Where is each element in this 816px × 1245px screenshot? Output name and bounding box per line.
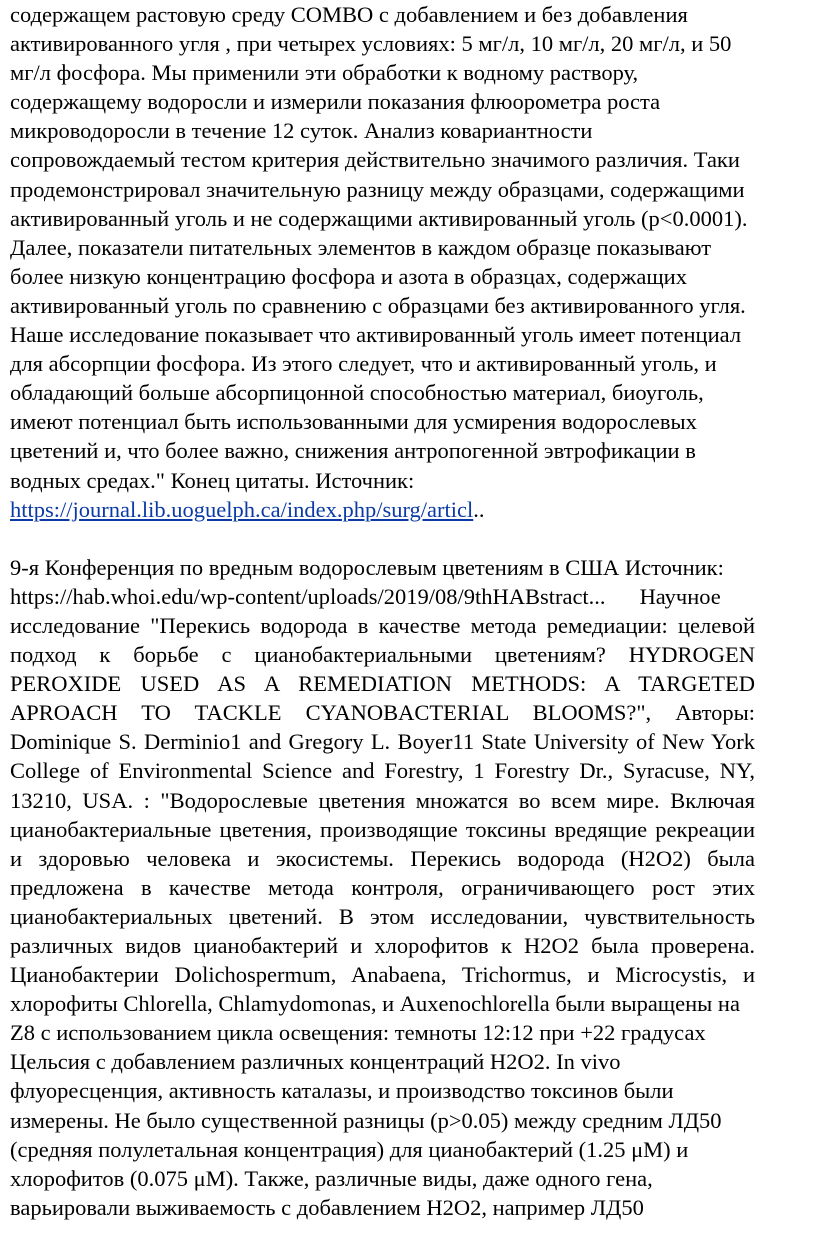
text-line: исследование "Перекись водорода в качестве метода ремедиации: целевой <box>10 612 755 638</box>
text-line: микроводоросли в течение 12 суток. Анализ ковариантности <box>10 118 593 144</box>
text-line: содержащему водоросли и измерили показания флюорометра роста <box>10 89 661 115</box>
text-line: для абсорпции фосфора. Из этого следует, что и активированный уголь, и <box>10 351 717 377</box>
text-line: Цианобактерии Dolichospermum, Anabaena, Trichormus, и Microcystis, и <box>10 962 755 988</box>
text-line: цианобактериальных цветений. В этом исследовании, чувствительность <box>10 903 755 929</box>
paragraph-hydrogen-peroxide <box>10 553 810 1222</box>
text-line: варьировали выживаемость с добавлением H2O2, например ЛД50 <box>10 1194 644 1220</box>
text-line: водных средах." Конец цитаты. Источник: <box>10 467 415 493</box>
text-line: College of Environmental Science and Forestry, 1 Forestry Dr., Syracuse, NY, <box>10 758 755 784</box>
text-line: активированный уголь и не содержащими активированный уголь (p<0.0001). <box>10 205 748 231</box>
text-line: обладающий больше абсорпицонной способностью материал, биоуголь, <box>10 380 704 406</box>
text-line: Далее, показатели питательных элементов в каждом образце показывают <box>10 234 712 260</box>
text-line: Наше исследование показывает что активированный уголь имеет потенциал <box>10 322 742 348</box>
text-line: и здоровью человека и экосистемы. Перекись водорода (H2O2) была <box>10 845 755 871</box>
text-fragment: Научное <box>639 583 721 609</box>
text-line: APROACH TO TACKLE CYANOBACTERIAL BLOOMS?", Авторы: <box>10 700 755 726</box>
source-link[interactable]: https://journal.lib.uoguelph.ca/index.php/surg/articl <box>10 496 474 522</box>
text-line: сопровождаемый тестом критерия действительно значимого различия. Таки <box>10 147 740 173</box>
text-line: различных видов цианобактерий и хлорофитов к H2O2 была проверена. <box>10 933 755 958</box>
text-line: активированный уголь по сравнению с образцами без активированного угля. <box>10 292 746 318</box>
text-line: (средняя полулетальная концентрация) для цианобактерий (1.25 μM) и <box>10 1136 689 1162</box>
source-line <box>10 582 810 611</box>
text-line: имеют потенциал быть использованными для усмирения водорослевых <box>10 409 697 435</box>
source-line <box>10 495 810 524</box>
text-line: измерены. Не было существенной разницы (p>0.05) между средним ЛД50 <box>10 1107 722 1133</box>
text-line: 13210, USA. : "Водорослевые цветения множатся во всем мире. Включая <box>10 787 755 813</box>
text-line: флуоресценция, активность каталазы, и производство токсинов были <box>10 1078 674 1104</box>
text-line: продемонстрировал значительную разницу между образцами, содержащими <box>10 176 745 202</box>
text-line: активированного угля , при четырех условиях: 5 мг/л, 10 мг/л, 20 мг/л, и 50 <box>10 31 732 57</box>
text-line: предложена в качестве метода контроля, ограничивающего рост этих <box>10 874 755 900</box>
text-line: Z8 с использованием цикла освещения: темноты 12:12 при +22 градусах <box>10 1020 706 1046</box>
text-line: цветений и, что более важно, снижения антропогенной эвтрофикации в <box>10 438 696 464</box>
text-line: Цельсия с добавлением различных концентраций H2O2. In vivo <box>10 1049 621 1075</box>
paragraph-activated-carbon <box>10 0 810 524</box>
text-line: цианобактериальные цветения, производящие токсины вредящие рекреации <box>10 816 755 842</box>
text-line: содержащем растовую среду COMBO с добавлением и без добавления <box>10 2 688 27</box>
text-line: мг/л фосфора. Мы применили эти обработки к водному раствору, <box>10 60 639 86</box>
text-line: Dominique S. Derminio1 and Gregory L. Boyer11 State University of New York <box>10 729 755 755</box>
text-line: подход к борьбе с цианобактериальными цветениям? HYDROGEN <box>10 642 755 668</box>
text-line: хлорофитов (0.075 μM). Также, различные виды, даже одного гена, <box>10 1165 653 1191</box>
source-url-text: https://hab.whoi.edu/wp-content/uploads/2019/08/9thHABstract... <box>10 583 606 609</box>
text-line: PEROXIDE USED AS A REMEDIATION METHODS: A TARGETED <box>10 671 755 697</box>
text-line: более низкую концентрацию фосфора и азота в образцах, содержащих <box>10 263 687 289</box>
paragraph-gap <box>10 524 810 553</box>
link-suffix: .. <box>473 496 485 522</box>
text-line: хлорофиты Chlorella, Chlamydomonas, и Auxenochlorella были выращены на <box>10 991 740 1017</box>
document-page <box>10 0 810 1222</box>
text-line: 9-я Конференция по вредным водорослевым цветениям в США Источник: <box>10 554 724 580</box>
